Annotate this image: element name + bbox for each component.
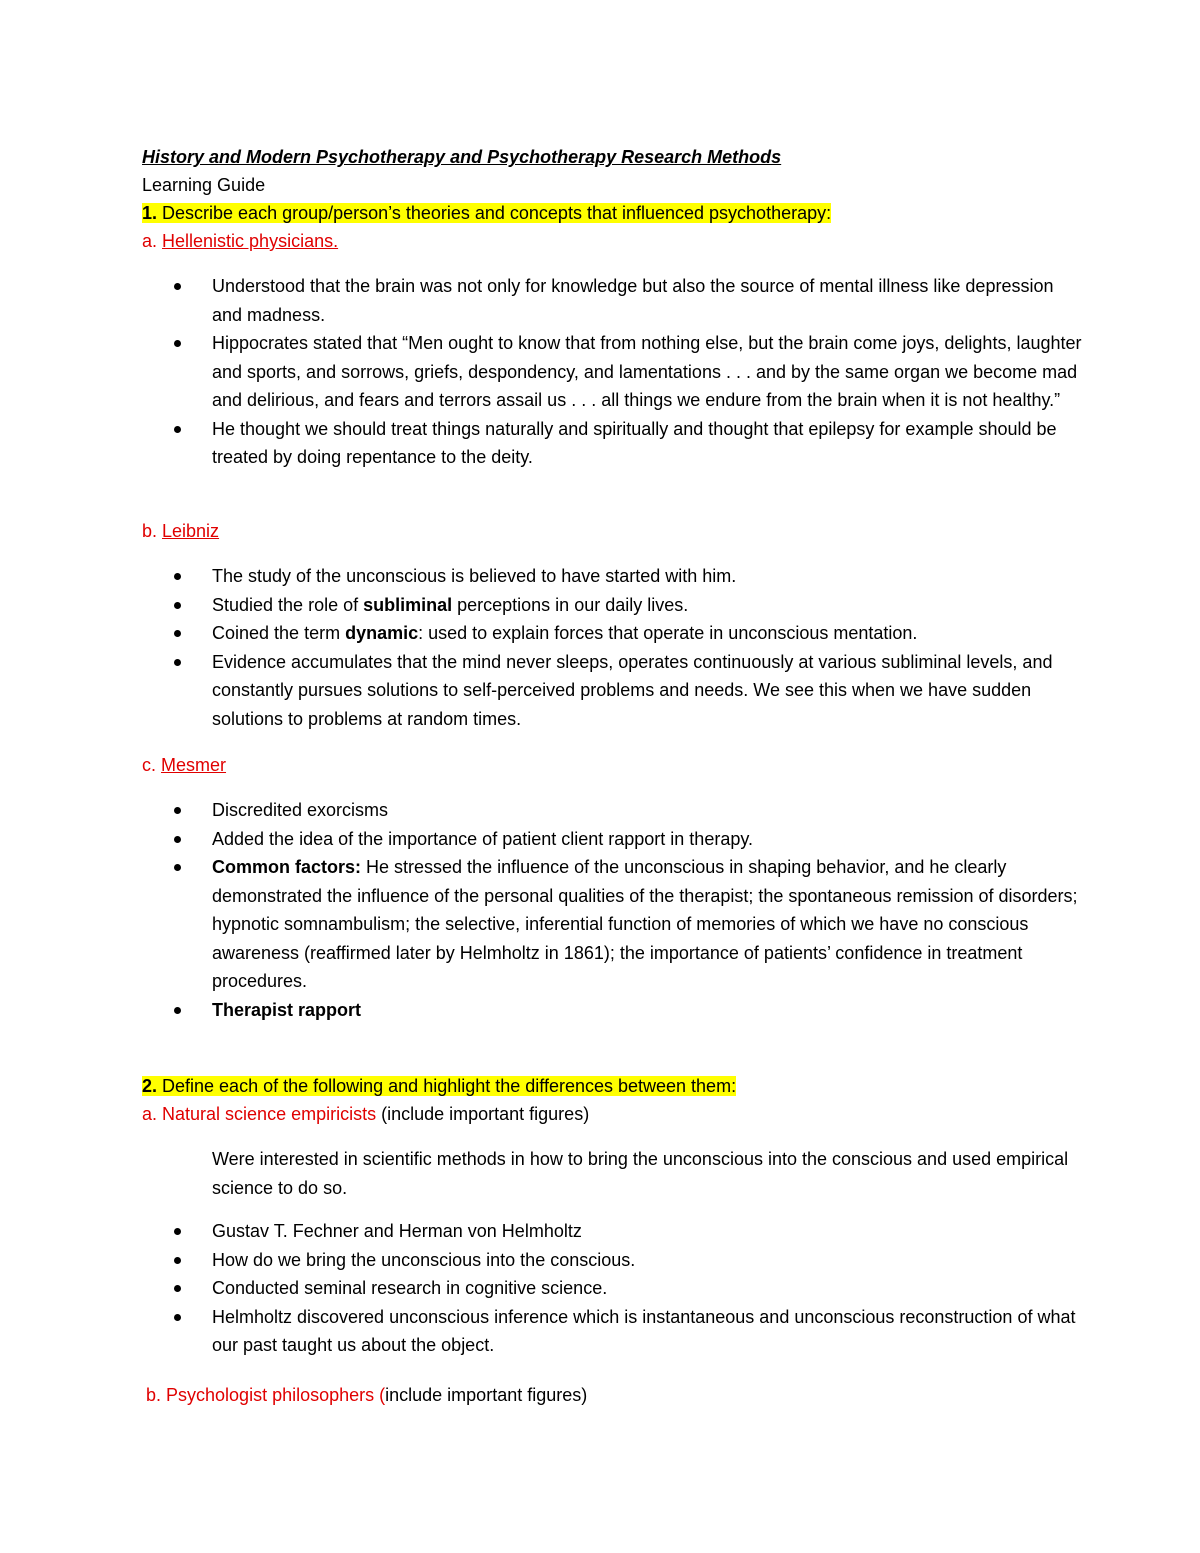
- list-item: [142, 272, 1082, 329]
- list-item-text: Added the idea of the importance of patient client rapport in therapy.: [212, 828, 754, 849]
- section-1b-heading: [142, 519, 219, 543]
- list-item-text: Studied the role of: [212, 594, 364, 615]
- list-item-text: How do we bring the unconscious into the conscious.: [212, 1249, 636, 1270]
- list-item-text: perceptions in our daily lives.: [452, 594, 689, 615]
- list-item: [142, 1303, 1082, 1360]
- section-1b-label: Leibniz: [162, 521, 220, 541]
- question-2-highlight: [142, 1076, 736, 1096]
- bullet-icon: [174, 836, 181, 843]
- list-item: [142, 996, 1082, 1025]
- list-item: [142, 648, 1082, 734]
- question-1-highlight: [142, 203, 831, 223]
- list-item: [142, 591, 1082, 620]
- question-1-text: Describe each group/person’s theories and concepts that influenced psychotherapy:: [157, 203, 832, 223]
- bold-term: Therapist rapport: [212, 999, 362, 1020]
- bold-term: Common factors:: [212, 857, 362, 877]
- bullet-icon: [174, 864, 181, 871]
- list-item-text: Conducted seminal research in cognitive science.: [212, 1278, 608, 1298]
- section-1b-list: [142, 562, 1082, 733]
- list-item: [142, 415, 1082, 472]
- section-2b-letter: b.: [146, 1385, 167, 1405]
- section-2b-suffix: include important figures): [385, 1385, 588, 1405]
- list-item: [142, 1274, 1082, 1303]
- section-2a-heading: [142, 1102, 589, 1126]
- bullet-icon: [174, 1314, 181, 1321]
- list-item-text: Discredited exorcisms: [212, 800, 389, 820]
- section-1a-list: [142, 272, 1082, 472]
- document-title: History and Modern Psychotherapy and Psychotherapy Research Methods: [142, 147, 782, 167]
- question-1-number: 1.: [142, 203, 158, 223]
- list-item: [142, 562, 1082, 591]
- bold-term: dynamic: [345, 623, 419, 643]
- bullet-icon: [174, 602, 181, 609]
- document-subtitle: Learning Guide: [142, 175, 266, 195]
- question-2-number: 2.: [142, 1076, 158, 1096]
- bullet-icon: [174, 1007, 181, 1014]
- list-item-text: Hippocrates stated that “Men ought to know that from nothing else, but the brain come joys, delights, laughter and sports, and sorrows, griefs, despondency, and lamentations . . . and by the same organ we become mad and delirious, and fears and terrors assail us . . . all things we endure from the brain when it is not healthy.”: [212, 333, 1082, 410]
- section-2a-letter: a.: [142, 1104, 163, 1124]
- list-item: [142, 329, 1082, 415]
- section-2a-label: Natural science empiricists: [162, 1104, 377, 1124]
- bold-term: subliminal: [363, 594, 453, 615]
- bullet-icon: [174, 1285, 181, 1292]
- section-1c-list: [142, 796, 1082, 1024]
- section-2b-paren: (: [374, 1385, 386, 1405]
- list-item-text: The study of the unconscious is believed to have started with him.: [212, 566, 737, 586]
- list-item-text: Helmholtz discovered unconscious inference which is instantaneous and unconscious reconstruction of what our past taught us about the object.: [212, 1306, 1076, 1355]
- bullet-icon: [174, 283, 181, 290]
- bullet-icon: [174, 1228, 181, 1235]
- bullet-icon: [174, 426, 181, 433]
- question-1-heading: [142, 201, 831, 225]
- section-2b-heading: [146, 1383, 587, 1407]
- section-2a-suffix: (include important figures): [376, 1104, 590, 1124]
- section-1b-letter: b.: [142, 521, 163, 541]
- bullet-icon: [174, 630, 181, 637]
- bullet-icon: [174, 340, 181, 347]
- section-2b-label: Psychologist philosophers: [166, 1385, 375, 1405]
- list-item-text: : used to explain forces that operate in unconscious mentation.: [418, 623, 918, 643]
- section-1a-label: Hellenistic physicians.: [162, 231, 339, 251]
- section-2a-list: [142, 1217, 1082, 1360]
- list-item: [142, 853, 1082, 996]
- list-item: [142, 1217, 1082, 1246]
- list-item-text: He thought we should treat things naturally and spiritually and thought that epilepsy for example should be treated by doing repentance to the deity.: [212, 418, 1057, 467]
- question-2-text: Define each of the following and highlight the differences between them:: [157, 1076, 737, 1096]
- list-item: [142, 796, 1082, 825]
- section-2a-paragraph: Were interested in scientific methods in how to bring the unconscious into the conscious and used empirical science to do so.: [212, 1149, 1069, 1198]
- section-1c-heading: [142, 753, 226, 777]
- list-item-text: Gustav T. Fechner and Herman von Helmholtz: [212, 1221, 582, 1241]
- section-1a-heading: [142, 229, 338, 253]
- list-item-text: Coined the term: [212, 623, 346, 643]
- bullet-icon: [174, 573, 181, 580]
- question-2-heading: [142, 1074, 736, 1098]
- bullet-icon: [174, 1257, 181, 1264]
- bullet-icon: [174, 659, 181, 666]
- section-1c-label: Mesmer: [161, 755, 227, 775]
- section-1c-letter: c.: [142, 755, 162, 775]
- list-item: [142, 619, 1082, 648]
- bullet-icon: [174, 807, 181, 814]
- list-item: [142, 825, 1082, 854]
- section-1a-letter: a.: [142, 231, 163, 251]
- list-item: [142, 1246, 1082, 1275]
- list-item-text: Evidence accumulates that the mind never sleeps, operates continuously at various subliminal levels, and constantly pursues solutions to self-perceived problems and needs. We see this when we have sudden solutions to problems at random times.: [212, 651, 1053, 729]
- list-item-text: He stressed the influence of the unconscious in shaping behavior, and he clearly demonstrated the influence of the personal qualities of the therapist; the spontaneous remission of disorders; hypnotic somnambulism; the selective, inferential function of memories of which we have no conscious awareness (reaffirmed later by Helmholtz in 1861); the importance of patients’ confidence in treatment procedures.: [212, 857, 1078, 991]
- list-item-text: Understood that the brain was not only for knowledge but also the source of mental illness like depression and madness.: [212, 276, 1054, 325]
